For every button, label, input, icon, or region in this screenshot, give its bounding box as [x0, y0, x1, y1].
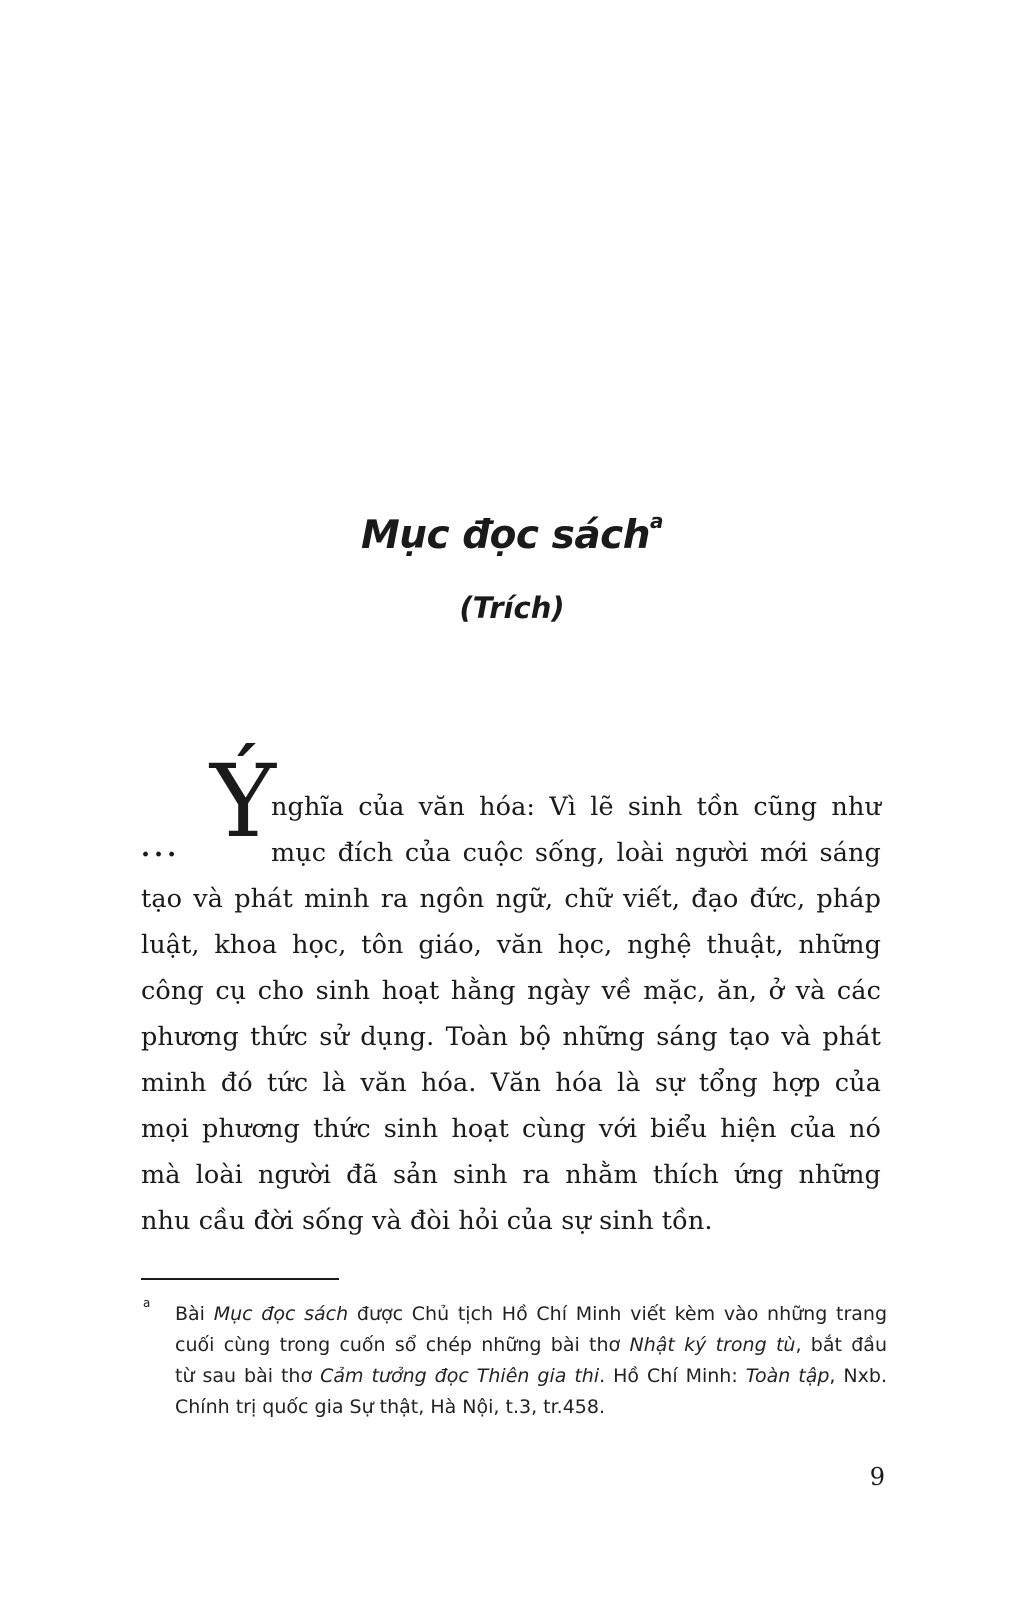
page-subtitle: (Trích)	[459, 591, 565, 625]
body-line: mà loài người đã sản sinh ra nhằm thích ứng những	[141, 1160, 881, 1190]
body-line: luật, khoa học, tôn giáo, văn học, nghệ thuật, những	[141, 930, 881, 960]
page-title	[0, 509, 1024, 558]
footnote-text: , bắt đầu	[795, 1334, 887, 1356]
page-number: 9	[869, 1463, 885, 1491]
footnote-line	[175, 1299, 887, 1330]
footnote-line	[175, 1361, 887, 1392]
body-paragraph	[141, 784, 881, 1244]
leading-ellipsis: ...	[141, 833, 181, 863]
title-text: Mục đọc sách	[360, 513, 651, 558]
body-line: mọi phương thức sinh hoạt cùng với biểu hiện của nó	[141, 1114, 881, 1144]
body-line: mục đích của cuộc sống, loài người mới sáng	[271, 838, 881, 868]
footnote-text: , Nxb.	[829, 1365, 887, 1387]
footnote-line: Chính trị quốc gia Sự thật, Hà Nội, t.3, tr.458.	[175, 1396, 606, 1418]
drop-cap: Ý	[210, 743, 277, 860]
body-line: nghĩa của văn hóa: Vì lẽ sinh tồn cũng như	[271, 792, 881, 822]
footnote-text: Bài	[175, 1303, 214, 1325]
footnote-text: cuối cùng trong cuốn sổ chép những bài thơ	[175, 1334, 630, 1356]
body-line: tạo và phát minh ra ngôn ngữ, chữ viết, đạo đức, pháp	[141, 884, 881, 914]
title-footnote-ref: a	[650, 509, 664, 533]
footnote-italic: Toàn tập	[745, 1365, 830, 1387]
footnote-italic: Nhật ký trong tù	[629, 1334, 796, 1356]
body-line: nhu cầu đời sống và đòi hỏi của sự sinh tồn.	[141, 1206, 713, 1236]
body-line: phương thức sử dụng. Toàn bộ những sáng tạo và phát	[141, 1022, 881, 1052]
footnote	[175, 1299, 887, 1423]
footnote-divider	[141, 1278, 339, 1280]
footnote-line	[175, 1330, 887, 1361]
footnote-text: được Chủ tịch Hồ Chí Minh viết kèm vào những trang	[348, 1303, 887, 1325]
footnote-italic: Cảm tưởng đọc Thiên gia thi	[320, 1365, 600, 1387]
footnote-text: từ sau bài thơ	[175, 1365, 321, 1387]
body-line: công cụ cho sinh hoạt hằng ngày về mặc, ăn, ở và các	[141, 976, 881, 1006]
body-line: minh đó tức là văn hóa. Văn hóa là sự tổng hợp của	[141, 1068, 881, 1098]
footnote-text: . Hồ Chí Minh:	[599, 1365, 746, 1387]
footnote-mark: a	[143, 1296, 151, 1310]
footnote-italic: Mục đọc sách	[213, 1303, 349, 1325]
